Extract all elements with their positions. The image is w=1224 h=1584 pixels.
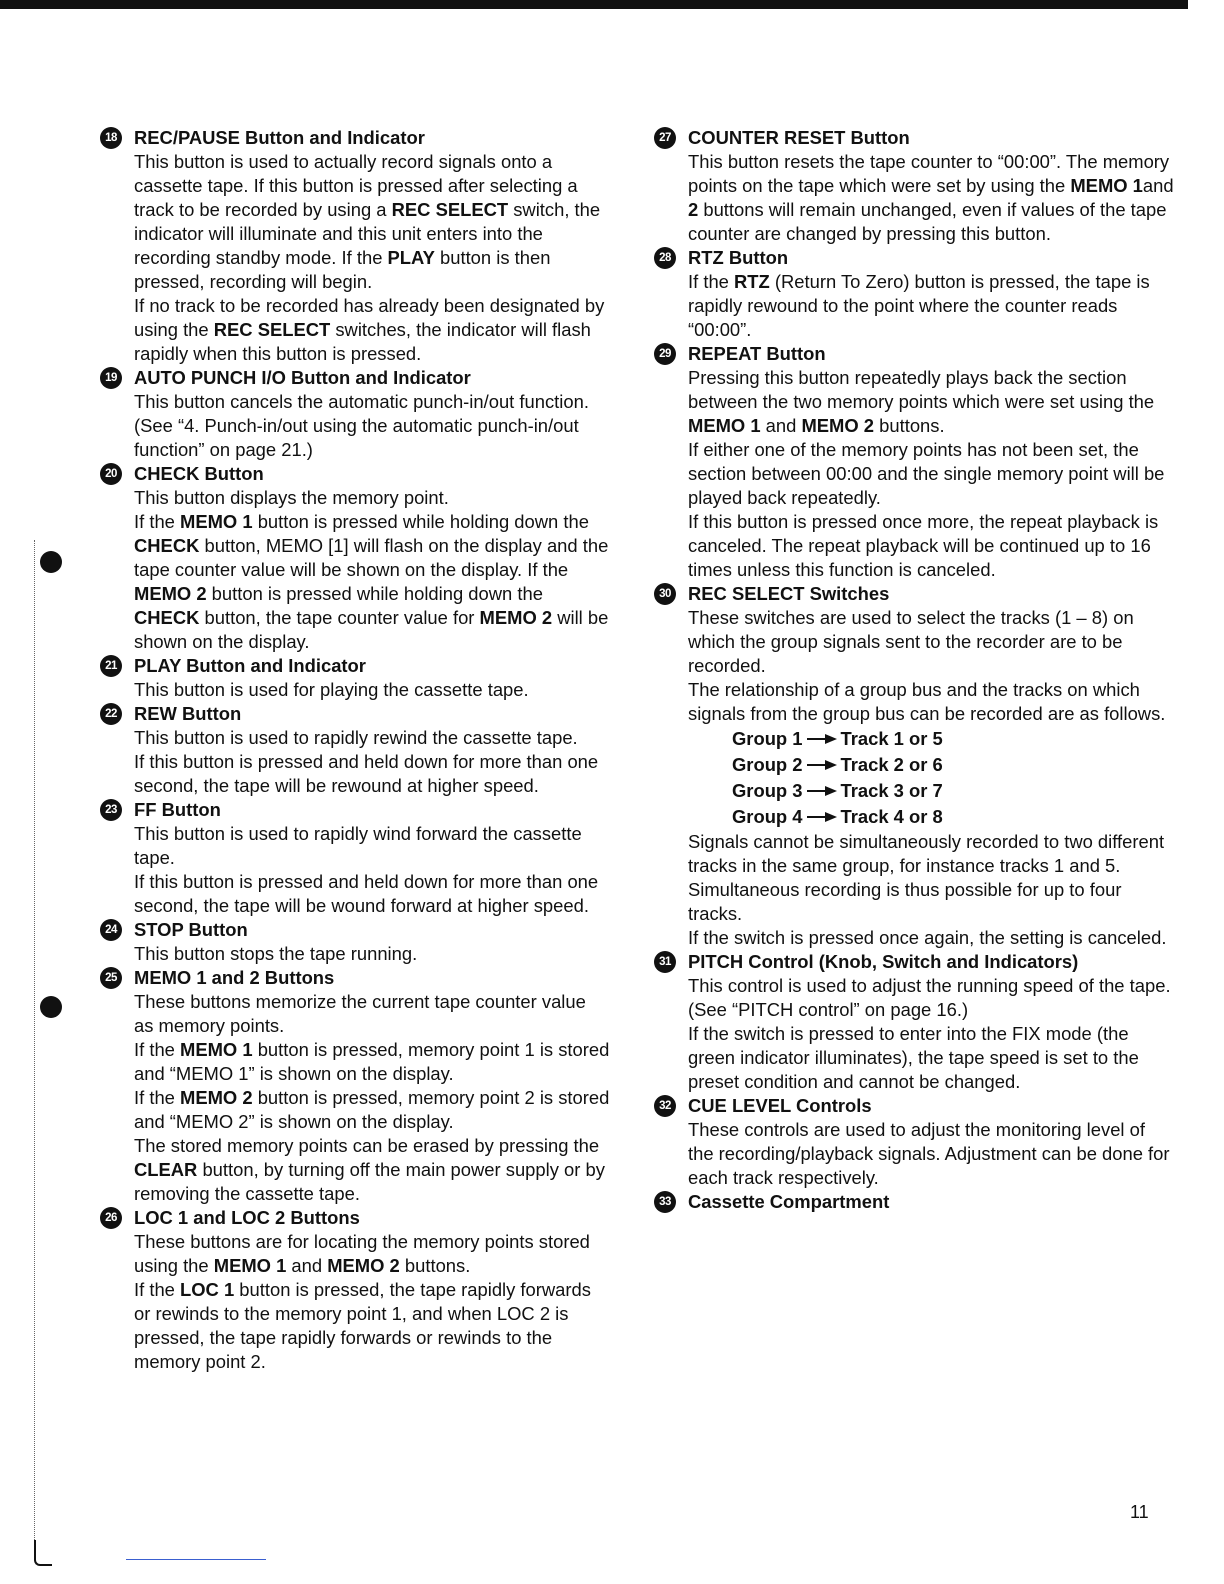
item-paragraph: This button is used to rapidly wind forward the cassette tape. [134, 823, 582, 868]
item-body [688, 974, 1174, 1094]
item-body [134, 990, 610, 1206]
group-track-row [732, 752, 1174, 778]
page-edge-line [34, 540, 35, 1550]
item-title: LOC 1 and LOC 2 Buttons [134, 1207, 360, 1228]
item-number-badge: 28 [654, 247, 676, 269]
item-number-badge: 32 [654, 1095, 676, 1117]
item-number-badge: 18 [100, 127, 122, 149]
item-paragraph: If the RTZ (Return To Zero) button is pressed, the tape is rapidly rewound to the point where the counter reads “00:00”. [688, 271, 1150, 340]
group-track-row [732, 726, 1174, 752]
item-title: Cassette Compartment [688, 1191, 890, 1212]
item-paragraph: This button resets the tape counter to “00:00”. The memory points on the tape which were set by using the MEMO 1and 2 buttons will remain unchanged, even if values of the tape counter are changed by pressing this button. [688, 151, 1174, 244]
item-body [134, 726, 610, 798]
top-border-rule [0, 0, 1188, 9]
arrow-icon [807, 734, 837, 744]
track-label: Track 4 or 8 [840, 806, 943, 827]
item-24 [100, 918, 610, 966]
item-title: REW Button [134, 703, 242, 724]
item-title: RTZ Button [688, 247, 789, 268]
item-33 [654, 1190, 1174, 1214]
item-paragraph: If the switch is pressed to enter into the FIX mode (the green indicator illuminates), the tape speed is set to the preset condition and cannot be changed. [688, 1023, 1139, 1092]
item-paragraph: Pressing this button repeatedly plays back the section between the two memory points which were set using the MEMO 1 and MEMO 2 buttons. [688, 367, 1155, 436]
item-number-badge: 33 [654, 1191, 676, 1213]
footer-rule [126, 1559, 266, 1560]
group-label: Group 2 [732, 754, 803, 775]
item-title: COUNTER RESET Button [688, 127, 910, 148]
item-paragraph: If the MEMO 1 button is pressed, memory point 1 is stored and “MEMO 1” is shown on the display. [134, 1039, 610, 1084]
item-number-badge: 24 [100, 919, 122, 941]
item-paragraph: This button is used for playing the cassette tape. [134, 679, 529, 700]
item-21 [100, 654, 610, 702]
track-label: Track 2 or 6 [840, 754, 943, 775]
item-number-badge: 23 [100, 799, 122, 821]
item-title: REC SELECT Switches [688, 583, 890, 604]
item-27 [654, 126, 1174, 246]
item-body [134, 150, 610, 366]
item-body [688, 1118, 1174, 1190]
item-number-badge: 26 [100, 1207, 122, 1229]
right-column [654, 126, 1174, 1214]
item-paragraph: These controls are used to adjust the monitoring level of the recording/playback signals. Adjustment can be done for each track respectively. [688, 1119, 1170, 1188]
page-number: 11 [1130, 1502, 1149, 1522]
item-title: AUTO PUNCH I/O Button and Indicator [134, 367, 471, 388]
left-column [100, 126, 610, 1374]
item-paragraph: This control is used to adjust the running speed of the tape. (See “PITCH control” on page 16.) [688, 975, 1171, 1020]
item-number-badge: 29 [654, 343, 676, 365]
item-title: REC/PAUSE Button and Indicator [134, 127, 425, 148]
item-paragraph: The stored memory points can be erased by pressing the CLEAR button, by turning off the main power supply or by removing the cassette tape. [134, 1135, 605, 1204]
binder-hole-mark-upper [40, 551, 62, 573]
arrow-icon [807, 786, 837, 796]
group-label: Group 3 [732, 780, 803, 801]
group-label: Group 1 [732, 728, 803, 749]
item-body [688, 606, 1174, 950]
item-31 [654, 950, 1174, 1094]
item-29 [654, 342, 1174, 582]
item-paragraph: These buttons memorize the current tape counter value as memory points. [134, 991, 586, 1036]
group-track-row [732, 804, 1174, 830]
item-paragraph: If this button is pressed and held down for more than one second, the tape will be wound forward at higher speed. [134, 871, 599, 916]
page-edge-corner [34, 1540, 52, 1566]
item-number-badge: 25 [100, 967, 122, 989]
item-20 [100, 462, 610, 654]
item-body [688, 366, 1174, 582]
item-body [134, 1230, 610, 1374]
item-paragraph: If the switch is pressed once again, the setting is canceled. [688, 927, 1167, 948]
item-body [688, 270, 1174, 342]
item-paragraph: This button stops the tape running. [134, 943, 418, 964]
item-body [134, 390, 610, 462]
item-paragraph: If the LOC 1 button is pressed, the tape rapidly forwards or rewinds to the memory point 1, and when LOC 2 is pressed, the tape rapidly forwards or rewinds to the memory point 2. [134, 1279, 591, 1372]
item-paragraph: If the MEMO 1 button is pressed while holding down the CHECK button, MEMO [1] will flash on the display and the tape counter value will be shown on the display. If the MEMO 2 button is pressed while holding down the CHECK button, the tape counter value for MEMO 2 will be shown on the display. [134, 511, 609, 652]
item-23 [100, 798, 610, 918]
item-19 [100, 366, 610, 462]
item-22 [100, 702, 610, 798]
item-body [688, 150, 1174, 246]
item-30 [654, 582, 1174, 950]
item-paragraph: Signals cannot be simultaneously recorded to two different tracks in the same group, for instance tracks 1 and 5. Simultaneous recording is thus possible for up to four tracks. [688, 831, 1165, 924]
item-body [134, 486, 610, 654]
item-number-badge: 19 [100, 367, 122, 389]
item-paragraph: If either one of the memory points has not been set, the section between 00:00 and the single memory point will be played back repeatedly. [688, 439, 1165, 508]
item-title: CHECK Button [134, 463, 264, 484]
item-paragraph: This button is used to rapidly rewind the cassette tape. [134, 727, 578, 748]
item-paragraph: This button displays the memory point. [134, 487, 449, 508]
item-title: MEMO 1 and 2 Buttons [134, 967, 335, 988]
item-paragraph: If this button is pressed and held down for more than one second, the tape will be rewound at higher speed. [134, 751, 599, 796]
binder-hole-mark-lower [40, 996, 62, 1018]
group-track-table [688, 726, 1174, 830]
item-18 [100, 126, 610, 366]
item-title: REPEAT Button [688, 343, 826, 364]
item-paragraph: These buttons are for locating the memory points stored using the MEMO 1 and MEMO 2 buttons. [134, 1231, 590, 1276]
item-number-badge: 20 [100, 463, 122, 485]
item-number-badge: 27 [654, 127, 676, 149]
group-track-row [732, 778, 1174, 804]
item-26 [100, 1206, 610, 1374]
item-title: FF Button [134, 799, 221, 820]
track-label: Track 1 or 5 [840, 728, 943, 749]
item-body [134, 678, 610, 702]
item-number-badge: 21 [100, 655, 122, 677]
item-paragraph: If this button is pressed once more, the repeat playback is canceled. The repeat playback will be continued up to 16 times unless this function is canceled. [688, 511, 1159, 580]
item-paragraph: This button is used to actually record signals onto a cassette tape. If this button is pressed after selecting a track to be recorded by using a REC SELECT switch, the indicator will illuminate and this unit enters into the recording standby mode. If the PLAY button is then pressed, recording will begin. [134, 151, 601, 292]
item-number-badge: 30 [654, 583, 676, 605]
item-25 [100, 966, 610, 1206]
item-body [134, 822, 610, 918]
item-paragraph: If the MEMO 2 button is pressed, memory point 2 is stored and “MEMO 2” is shown on the display. [134, 1087, 610, 1132]
item-paragraph: This button cancels the automatic punch-in/out function. (See “4. Punch-in/out using the automatic punch-in/out function” on page 21.) [134, 391, 589, 460]
item-body [134, 942, 610, 966]
item-32 [654, 1094, 1174, 1190]
item-title: PLAY Button and Indicator [134, 655, 366, 676]
item-title: PITCH Control (Knob, Switch and Indicators) [688, 951, 1079, 972]
item-number-badge: 31 [654, 951, 676, 973]
item-paragraph: The relationship of a group bus and the tracks on which signals from the group bus can be recorded are as follows. [688, 679, 1166, 724]
item-28 [654, 246, 1174, 342]
item-title: CUE LEVEL Controls [688, 1095, 872, 1116]
item-paragraph: These switches are used to select the tracks (1 – 8) on which the group signals sent to the recorder are to be recorded. [688, 607, 1134, 676]
arrow-icon [807, 812, 837, 822]
item-number-badge: 22 [100, 703, 122, 725]
group-label: Group 4 [732, 806, 803, 827]
item-title: STOP Button [134, 919, 248, 940]
track-label: Track 3 or 7 [840, 780, 943, 801]
arrow-icon [807, 760, 837, 770]
item-paragraph: If no track to be recorded has already been designated by using the REC SELECT switches, the indicator will flash rapidly when this button is pressed. [134, 295, 605, 364]
